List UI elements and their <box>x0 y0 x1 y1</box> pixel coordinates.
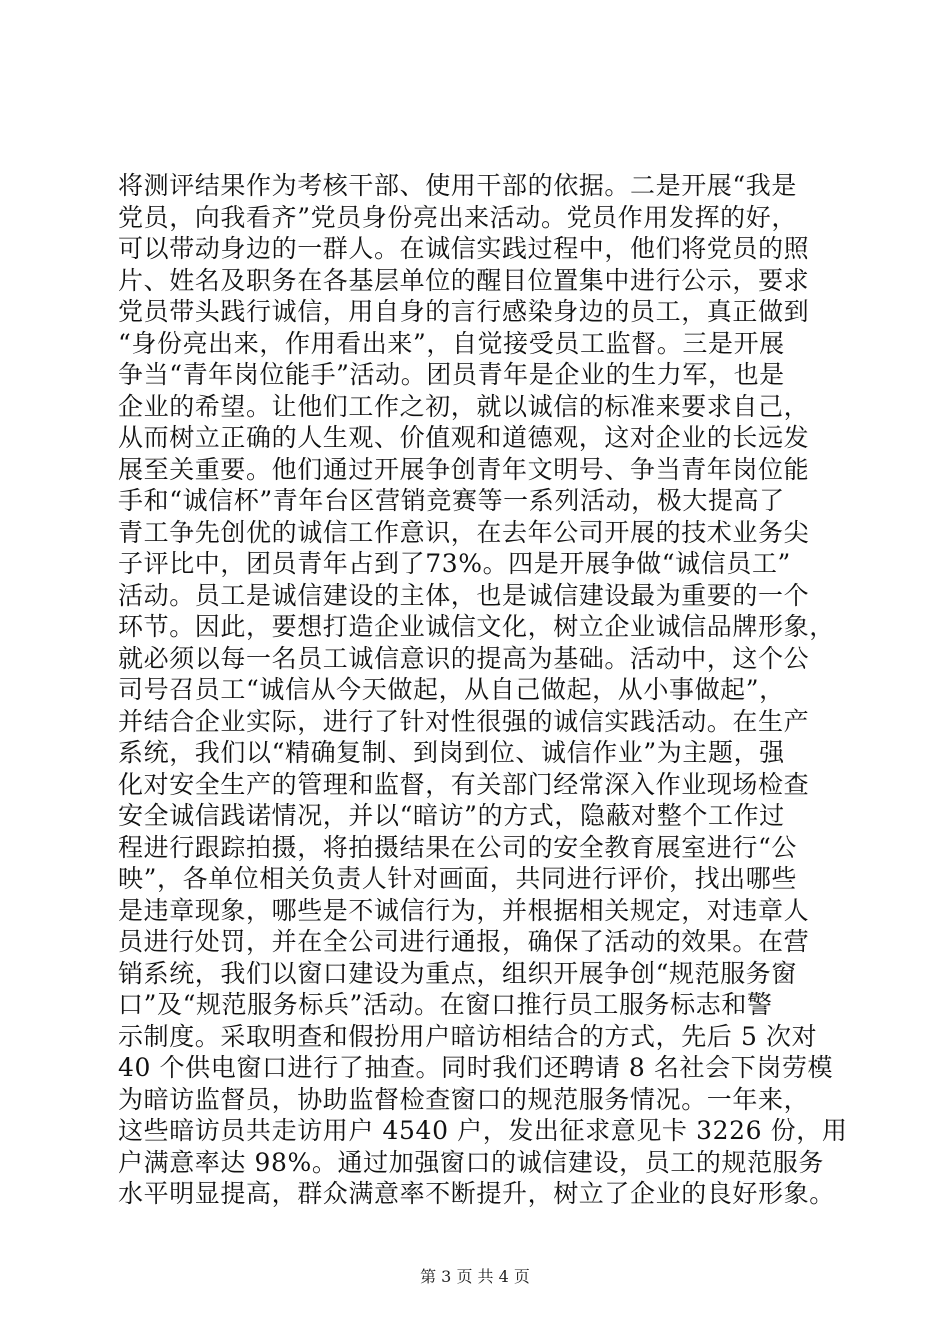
text-line: 就必须以每一名员工诚信意识的提高为基础。活动中，这个公 <box>118 643 810 673</box>
text-line: 党员带头践行诚信，用自身的言行感染身边的员工，真正做到 <box>118 297 810 326</box>
text-line: 将测评结果作为考核干部、使用干部的依据。二是开展“我是 <box>118 171 797 200</box>
text-line: 片、姓名及职务在各基层单位的醒目位置集中进行公示，要求 <box>118 265 810 295</box>
text-line: 40 个供电窗口进行了抽查。同时我们还聘请 8 名社会下岗劳模 <box>118 1053 834 1082</box>
text-line: 安全诚信践诺情况，并以“暗访”的方式，隐蔽对整个工作过 <box>118 801 785 830</box>
text-line: 从而树立正确的人生观、价值观和道德观，这对企业的长远发 <box>118 423 810 452</box>
text-line: 是违章现象，哪些是不诚信行为，并根据相关规定，对违章人 <box>118 895 810 925</box>
text-line: 程进行跟踪拍摄，将拍摄结果在公司的安全教育展室进行“公 <box>118 832 797 862</box>
page-number-footer: 第 3 页 共 4 页 <box>420 1267 530 1286</box>
text-line: 映”，各单位相关负责人针对画面，共同进行评价，找出哪些 <box>118 864 797 893</box>
text-line: 子评比中，团员青年占到了73%。四是开展争做“诚信员工” <box>118 549 791 578</box>
text-line: 环节。因此，要想打造企业诚信文化，树立企业诚信品牌形象， <box>118 612 835 641</box>
text-line: 水平明显提高，群众满意率不断提升，树立了企业的良好形象。 <box>118 1179 835 1208</box>
text-line: 可以带动身边的一群人。在诚信实践过程中，他们将党员的照 <box>118 234 810 263</box>
text-line: 司号召员工“诚信从今天做起，从自己做起，从小事做起”， <box>118 675 785 704</box>
text-line: 手和“诚信杯”青年台区营销竞赛等一系列活动，极大提高了 <box>118 486 785 515</box>
text-line: “身份亮出来，作用看出来”，自觉接受员工监督。三是开展 <box>118 328 785 358</box>
text-line: 并结合企业实际，进行了针对性很强的诚信实践活动。在生产 <box>118 706 810 736</box>
text-line: 企业的希望。让他们工作之初，就以诚信的标准来要求自己， <box>118 391 810 421</box>
text-line: 展至关重要。他们通过开展争创青年文明号、争当青年岗位能 <box>118 454 810 484</box>
text-line: 争当“青年岗位能手”活动。团员青年是企业的生力军，也是 <box>118 360 785 389</box>
text-line: 青工争先创优的诚信工作意识，在去年公司开展的技术业务尖 <box>118 517 810 547</box>
text-line: 口”及“规范服务标兵”活动。在窗口推行员工服务标志和警 <box>118 990 773 1019</box>
text-line: 示制度。采取明查和假扮用户暗访相结合的方式，先后 5 次对 <box>118 1021 818 1051</box>
text-line: 化对安全生产的管理和监督，有关部门经常深入作业现场检查 <box>118 769 810 799</box>
body-paragraph <box>118 170 848 1210</box>
text-line: 为暗访监督员，协助监督检查窗口的规范服务情况。一年来， <box>118 1084 810 1114</box>
text-line: 销系统，我们以窗口建设为重点，组织开展争创“规范服务窗 <box>118 958 797 988</box>
text-line: 系统，我们以“精确复制、到岗到位、诚信作业”为主题，强 <box>118 738 785 767</box>
text-line: 活动。员工是诚信建设的主体，也是诚信建设最为重要的一个 <box>118 580 810 610</box>
text-line: 党员，向我看齐”党员身份亮出来活动。党员作用发挥的好， <box>118 202 797 232</box>
text-line: 员进行处罚，并在全公司进行通报，确保了活动的效果。在营 <box>118 927 810 956</box>
text-line: 这些暗访员共走访用户 4540 户，发出征求意见卡 3226 份，用 <box>118 1116 848 1145</box>
text-line: 户满意率达 98%。通过加强窗口的诚信建设，员工的规范服务 <box>118 1147 824 1177</box>
